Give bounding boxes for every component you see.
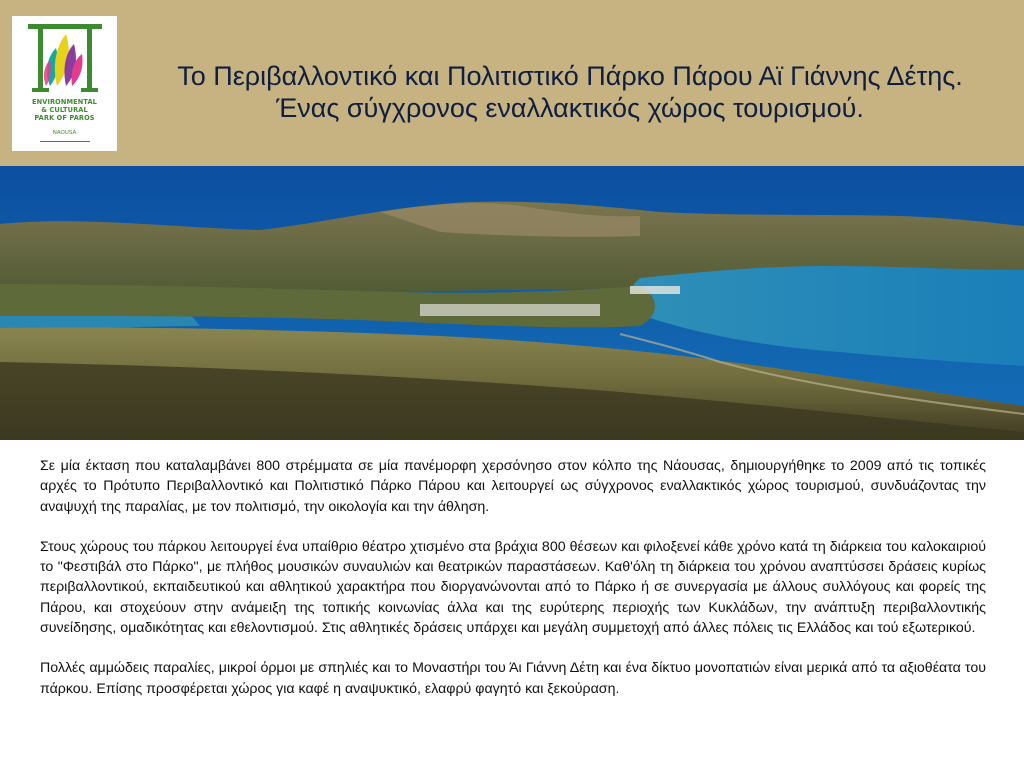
body-text <box>40 456 986 719</box>
park-logo[interactable] <box>12 16 117 151</box>
leaf-pillar-logo-icon <box>26 22 104 94</box>
coastal-landscape-photo <box>0 166 1024 440</box>
paragraph-2: Στους χώρους του πάρκου λειτουργεί ένα υπαίθριο θέατρο χτισμένο στα βράχια 800 θέσεων και φιλοξενεί κάθε χρόνο κατά τη διάρκεια του καλοκαιριού το "Φεστιβάλ στο Πάρκο", με πλήθος μουσικών συναυλιών και θεατρικών παραστάσεων. Καθ'όλη τη διάρκεια του χρόνου αναπτύσσει δράσεις κυρίως περιβαλλοντικού, εκπαιδευτικού και αθλητικού χαρακτήρα που διοργανώνονται από το Πάρκο ή σε συνεργασία με άλλους συλλόγους και φορείς της Πάρου, και στοχεύουν στην ανάμειξη της τοπικής κοινωνίας άλλα και της ευρύτερης περιοχής των Κυκλάδων, την ανάπτυξη περιβαλλοντικής συνείδησης, ομαδικότητας και εθελοντισμού. Στις αθλητικές δράσεις υπάρχει και μεγάλη συμμετοχή από άλλες πόλεις τις Ελλάδος και τού εξωτερικού. <box>40 538 986 637</box>
logo-underline <box>40 141 90 142</box>
title-line-2: Ένας σύγχρονος εναλλακτικός χώρος τουρισμού. <box>276 93 864 123</box>
paragraph-1: Σε μία έκταση που καταλαμβάνει 800 στρέμματα σε μία πανέμορφη χερσόνησο στον κόλπο της Νάουσας, δημιουργήθηκε το 2009 από τις τοπικές αρχές το Πρότυπο Περιβαλλοντικό και Πολιτιστικό Πάρκο Πάρου και λειτουργεί ως σύγχρονος εναλλακτικός χώρος τουρισμού, συνδυάζοντας την αναψυχή της παραλίας, με τον πολιτισμό, την οικολογία και την άθληση. <box>40 458 986 515</box>
header-banner <box>0 0 1024 166</box>
logo-line-1: ENVIRONMENTAL <box>32 98 97 106</box>
logo-text <box>14 98 115 122</box>
page-title <box>130 60 1010 124</box>
title-line-1: Το Περιβαλλοντικό και Πολιτιστικό Πάρκο Πάρου Αϊ Γιάννης Δέτης. <box>177 61 963 91</box>
paragraph-3: Πολλές αμμώδεις παραλίες, μικροί όρμοι με σπηλιές και το Μοναστήρι του Άι Γιάννη Δέτη και ένα δίκτυο μονοπατιών είναι μερικά από τα αξιοθέατα του πάρκου. Επίσης προσφέρεται χώρος για καφέ η αναψυκτικό, ελαφρύ φαγητό και ξεκούραση. <box>40 660 986 697</box>
logo-line-2: & CULTURAL <box>41 106 88 114</box>
logo-line-3: PARK OF PAROS <box>34 114 95 122</box>
logo-location: NAOUSA <box>52 130 77 136</box>
